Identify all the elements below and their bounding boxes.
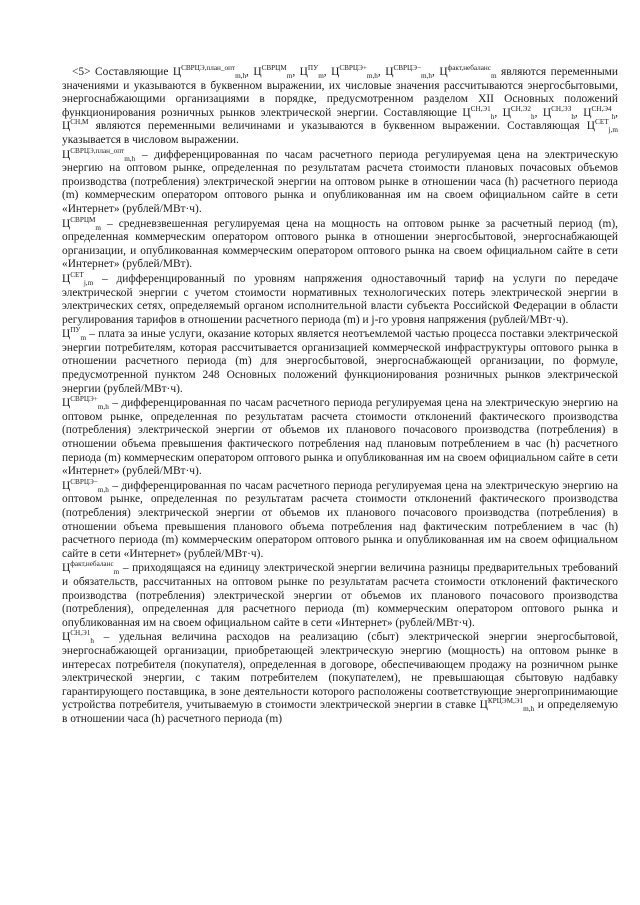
term-symbol: $Ц^{ПУ}_m$	[62, 326, 87, 343]
price-symbol: $Ц^{КРЦЭМ,Э1}_{m,h}$	[479, 697, 535, 714]
definition-text: – дифференцированная по часам расчетного периода регулируемая цена на электрическую энергию на оптовом рынке, определенная по результатам расчета стоимости отклонений фактического производства (потребления) электрической энергии от объемов их планового почасового производства (потребления) в отношении объема превышения фактического потребления над плановым потреблением в час (h) расчетного периода (m) коммерческим оператором оптового рынка и опубликованная им на своем официальном сайте в сети «Интернет» (рублей/МВт·ч).	[62, 397, 618, 478]
intro-text-2: являются переменными значениями и указываются в буквенном выражении, их числовые значения рассчитываются энергосбытовыми, энергоснабжающими организациями в порядке, предусмотренном разделом XII Основных положений функционирования розничных рынков электрической энергии. Составляющие	[62, 66, 618, 119]
definition-paragraph	[62, 328, 618, 396]
definition-text: – дифференцированная по часам расчетного периода регулируемая цена на электрическую энергию на оптовом рынке, определенная по результатам расчета стоимости плановых почасовых объемов производства (потребления) электрической энергии на оптовом рынке в отношении часа (h) расчетного периода (m) коммерческим оператором оптового рынка и опубликованная им на своем официальном сайте в сети «Интернет» (рублей/МВт·ч).	[62, 148, 618, 215]
term-symbol: $Ц^{СВРЦЭ,план\_опт}_{m,h}$	[62, 146, 136, 163]
definition-text: – удельная величина расходов на реализацию (сбыт) электрической энергии энергосбытовой, энергоснабжающей организации, приобретающей электрическую энергию (мощность) на оптовом рынке в интересах потребителя (покупателя), определенная в договоре, обеспечивающем продажу на розничном рынке электрической энергии, с таким потребителем (покупателем), не превышающая сбытовую надбавку гарантирующего поставщика, в зоне деятельности которого расположены соответствующие энергопринимающие устройства потребителя, учитываемую в стоимости электрической энергии в ставке	[62, 631, 618, 712]
term-symbol: $Ц^{СН,Э1}_h$	[62, 629, 94, 646]
price-symbol: $Ц^{СН,ЭЗ}_h$	[542, 104, 575, 121]
definition-text: – средневзвешенная регулируемая цена на мощность на оптовом рынке за расчетный период (m), определенная коммерческим оператором оптового рынка в отношении энергосбытовой, энергоснабжающей организации, и опубликованная коммерческим оператором оптового рынка на своем официальном сайте в сети «Интернет» (рублей/МВт).	[62, 217, 618, 271]
price-symbol: $Ц^{СН,Э2}_h$	[502, 104, 535, 121]
definition-paragraph	[62, 631, 618, 726]
definition-paragraph	[62, 397, 618, 479]
price-symbol: $Ц^{СВРЦМ}_m$	[253, 64, 293, 80]
definition-text-continued: и определяемую в отношении часа (h) расчетного периода (m)	[62, 699, 618, 725]
definition-paragraph	[62, 562, 618, 630]
definition-text: – дифференцированный по уровням напряжения одноставочный тариф на услуги по передаче электрической энергии с учетом стоимости нормативных технологических потерь электрической энергии в электрических сетях, определяемый органом исполнительной власти субъекта Российской Федерации в области регулирования тарифов в отношении расчетного периода (m) и j-го уровня напряжения (рублей/МВт·ч).	[62, 272, 618, 326]
term-symbol: $Ц^{СВРЦЭ-}_{m,h}$	[62, 477, 109, 494]
price-symbol: $Ц^{СВРЦЭ+}_{m,h}$	[331, 64, 378, 80]
price-symbol: $Ц^{СН,М}$	[62, 118, 89, 133]
intro-text-4: указывается в числовом выражении.	[62, 133, 239, 146]
term-symbol: $Ц^{СВРЦМ}_m$	[62, 215, 101, 232]
definition-text: – дифференцированная по часам расчетного периода регулируемая цена на электрическую энергию на оптовом рынке, определенная по результатам расчета стоимости отклонений фактического производства (потребления) электрической энергии от объемов их планового почасового производства (потребления) в отношении объема превышения планового объема потребления над фактическим потреблением в час (h) расчетного периода (m) коммерческим оператором оптового рынка и опубликованная им на своем официальном сайте в сети «Интернет» (рублей/МВт·ч).	[62, 479, 618, 560]
definition-paragraph	[62, 477, 618, 562]
definition-paragraph	[62, 270, 618, 327]
price-symbol: $Ц^{СН,Э1}_h$	[462, 104, 495, 121]
price-symbol: $Ц^{СВРЦЭ-}_{m,h}$	[385, 64, 432, 80]
definition-text: – приходящаяся на единицу электрической энергии величина разницы предварительных требований и обязательств, рассчитанных на оптовом рынке по результатам расчета стоимости отклонений фактического производства (потребления) электрической энергии от объемов их планового почасового производства (потребления), определенная для расчетного периода (m) коммерческим оператором оптового рынка и опубликованная им на своем официальном сайте в сети «Интернет» (рублей/МВт·ч).	[62, 562, 618, 629]
intro-text-1: <5> Составляющие	[72, 66, 173, 78]
definition-paragraph	[62, 146, 618, 217]
term-symbol: $Ц^{факт,небаланс}_m$	[62, 560, 120, 577]
price-symbol: $Ц^{СЕТ}_{j,m}$	[586, 118, 618, 135]
term-symbol: $Ц^{СВРЦЭ+}_{m,h}$	[62, 395, 109, 412]
price-symbol: $Ц^{СВРЦЭ,план\_опт}_{m,h}$	[172, 64, 247, 80]
price-symbol: $Ц^{факт,небаланс}_m$	[439, 64, 497, 80]
footnote-paragraph: <5> Составляющие $Ц^{СВРЦЭ,план\_опт}_{m,h}$, $Ц^{СВРЦМ}_m$, $Ц^{ПУ}_m$, $Ц^{СВРЦЭ+}_{m,h}$, $Ц^{СВРЦЭ-}_{m,h}$, $Ц^{факт,небаланс}_m$ являются переменными значениями и указываются в буквенном выражении, их числовые значения рассчитываются энергосбытовыми, энергоснабжающими организациями в порядке, предусмотренном разделом XII Основных положений функционирования розничных рынков электрической энергии. Составляющие $Ц^{СН,Э1}_h$, $Ц^{СН,Э2}_h$, $Ц^{СН,ЭЗ}_h$, $Ц^{СН,Э4}_h$, $Ц^{СН,М}$ являются переменными величинами и указываются в буквенном выражении. Составляющая $Ц^{СЕТ}_{j,m}$ указывается в числовом выражении.	[62, 64, 619, 146]
definition-paragraph	[62, 215, 618, 272]
intro-text-3: являются переменными величинами и указываются в буквенном выражении. Составляющая	[88, 120, 587, 133]
price-symbol: $Ц^{ПУ}_m$	[299, 64, 324, 80]
definition-text: – плата за иные услуги, оказание которых является неотъемлемой частью процесса поставки электрической энергии потребителям, которая рассчитывается организацией коммерческой инфраструктуры оптового рынка в отношении расчетного периода (m) для энергосбытовой, энергоснабжающей организации, по формуле, предусмотренной пунктом 248 Основных положений функционирования розничных рынков электрической энергии (рублей/МВт·ч).	[62, 328, 618, 395]
term-symbol: $Ц^{СЕТ}_{j,m}$	[62, 270, 94, 287]
price-symbol: $Ц^{СН,Э4}_h$	[583, 104, 616, 121]
